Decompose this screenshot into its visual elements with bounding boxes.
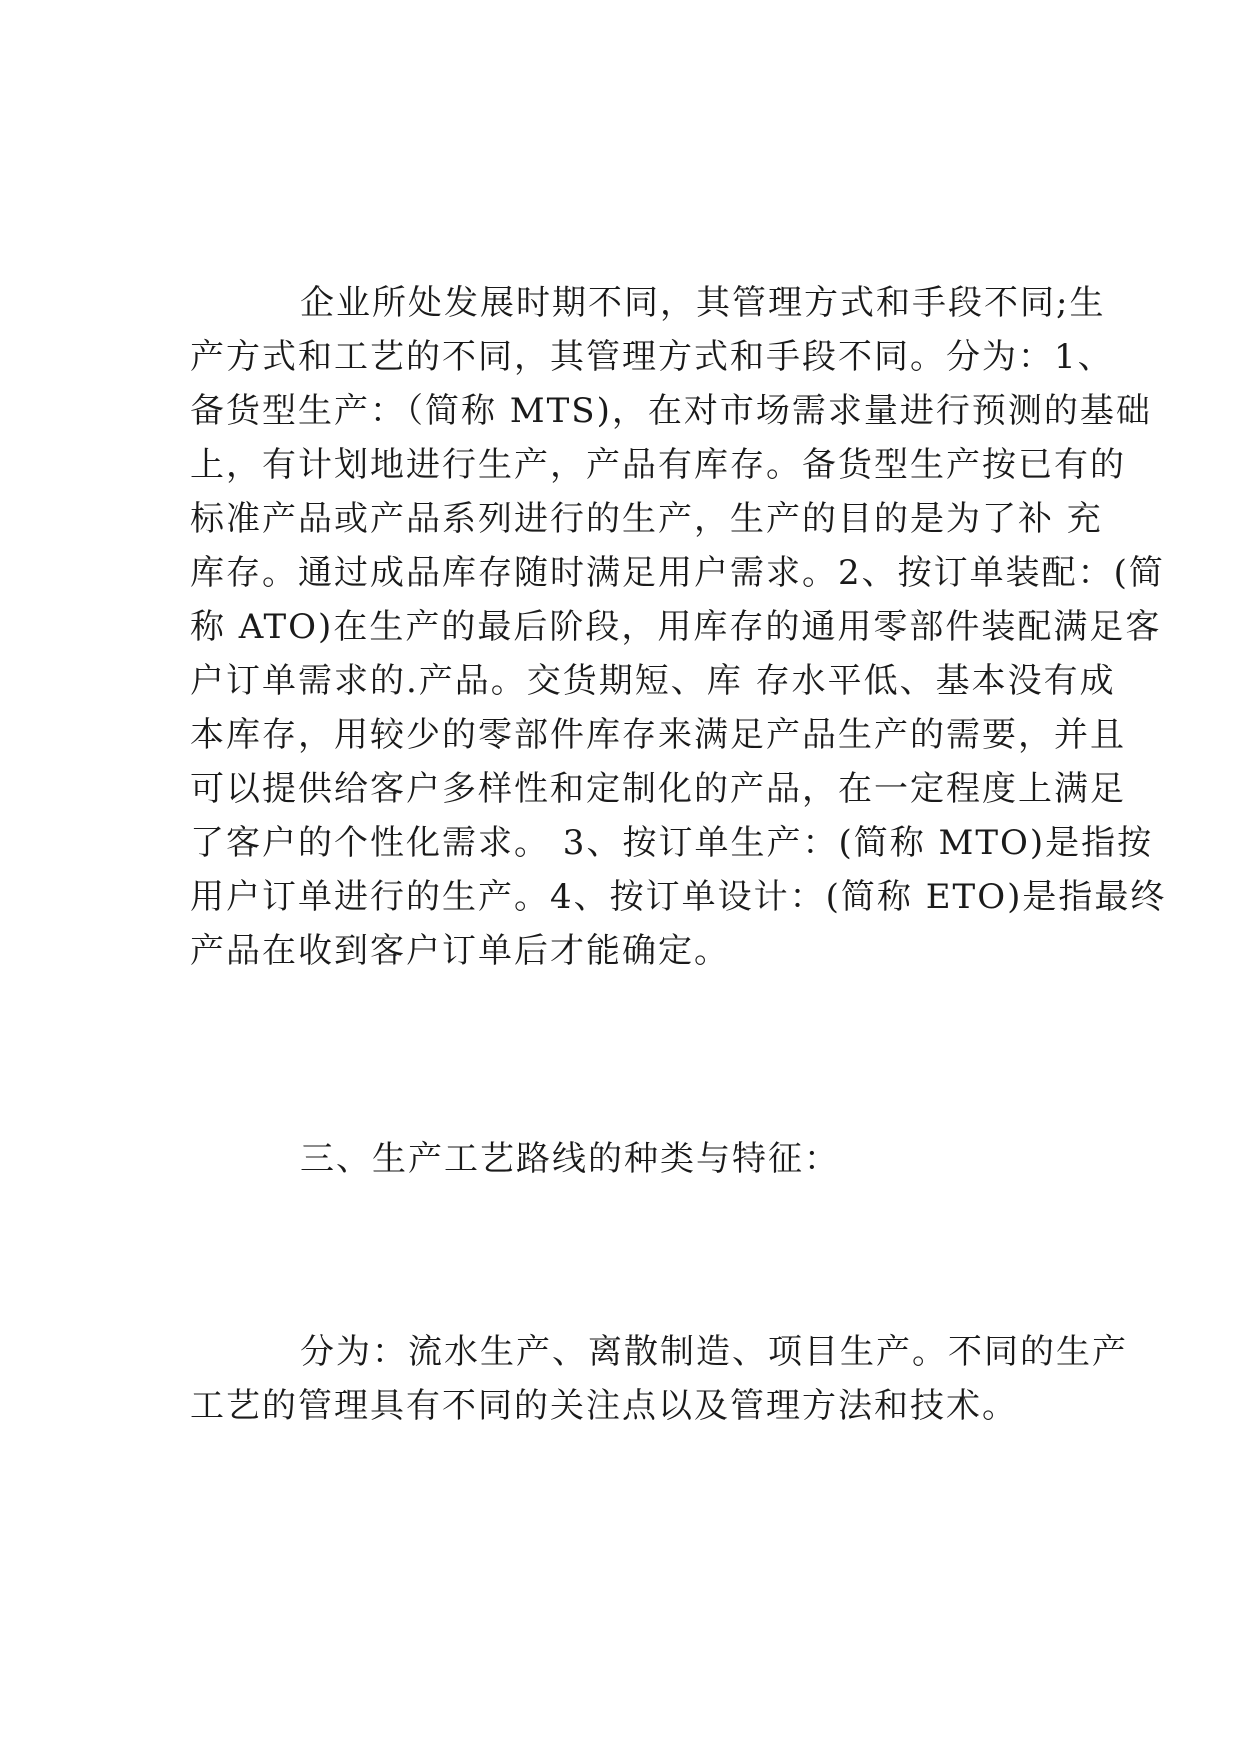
paragraph-production-modes (190, 276, 1167, 978)
section-heading (190, 1132, 1052, 1186)
section-heading-text: 三、生产工艺路线的种类与特征： (300, 1139, 840, 1179)
paragraph-process-types (190, 1325, 1128, 1433)
paragraph-line: 用户订单进行的生产。4、按订单设计：(简称 ETO)是指最终 (190, 877, 1167, 917)
paragraph-line: 工艺的管理具有不同的关注点以及管理方法和技术。 (190, 1386, 1018, 1426)
paragraph-line: 库存。通过成品库存随时满足用户需求。2、按订单装配：(简 (190, 553, 1165, 593)
paragraph-line: 企业所处发展时期不同，其管理方式和手段不同;生 (300, 283, 1106, 323)
paragraph-line: 产方式和工艺的不同，其管理方式和手段不同。分为：1、 (190, 337, 1114, 377)
paragraph-line: 了客户的个性化需求。 3、按订单生产：(简称 MTO)是指按 (190, 823, 1154, 863)
paragraph-line: 产品在收到客户订单后才能确定。 (190, 931, 730, 971)
paragraph-line: 上，有计划地进行生产，产品有库存。备货型生产按已有的 (190, 445, 1126, 485)
paragraph-line: 本库存，用较少的零部件库存来满足产品生产的需要，并且 (190, 715, 1126, 755)
paragraph-line: 备货型生产：（简称 MTS)，在对市场需求量进行预测的基础 (190, 391, 1152, 431)
paragraph-line: 户订单需求的.产品。交货期短、库 存水平低、基本没有成 (190, 661, 1116, 701)
paragraph-line: 标准产品或产品系列进行的生产，生产的目的是为了补 充 (190, 499, 1103, 539)
paragraph-line: 称 ATO)在生产的最后阶段，用库存的通用零部件装配满足客 (190, 607, 1162, 647)
paragraph-line: 分为：流水生产、离散制造、项目生产。不同的生产 (300, 1332, 1128, 1372)
paragraph-line: 可以提供给客户多样性和定制化的产品，在一定程度上满足 (190, 769, 1126, 809)
